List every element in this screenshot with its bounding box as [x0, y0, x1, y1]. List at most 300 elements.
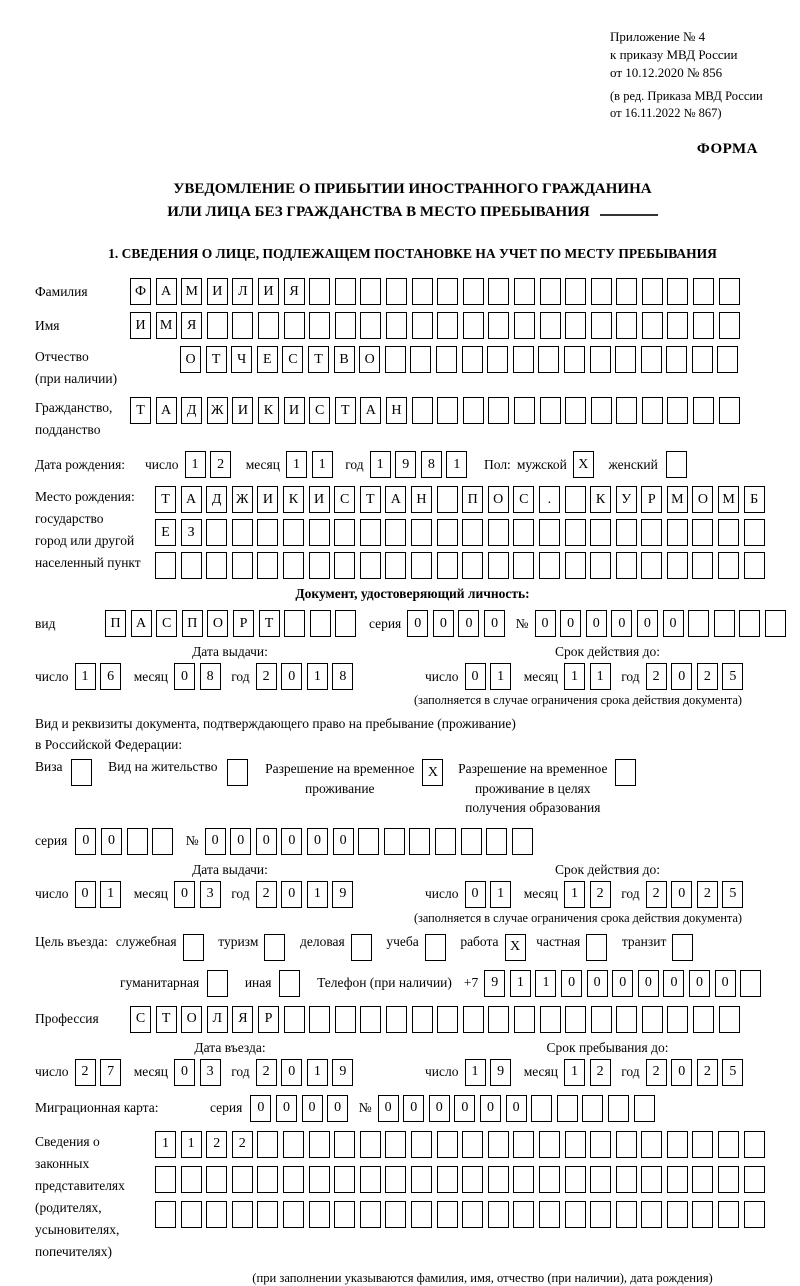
- char-box[interactable]: [714, 610, 735, 637]
- char-box[interactable]: 7: [100, 1059, 121, 1086]
- char-box[interactable]: [152, 828, 173, 855]
- char-box[interactable]: [284, 610, 305, 637]
- purpose-private-checkbox[interactable]: [586, 934, 612, 961]
- char-box[interactable]: О: [488, 486, 509, 513]
- char-box[interactable]: [540, 1006, 561, 1033]
- birth-place-boxes-row1[interactable]: [155, 486, 769, 513]
- char-box[interactable]: Е: [155, 519, 176, 546]
- char-box[interactable]: [488, 1166, 509, 1193]
- char-box[interactable]: [642, 312, 663, 339]
- char-box[interactable]: 0: [663, 970, 684, 997]
- char-box[interactable]: [666, 346, 687, 373]
- char-box[interactable]: 1: [564, 1059, 585, 1086]
- char-box[interactable]: [279, 970, 300, 997]
- doc-kind-boxes[interactable]: [105, 610, 361, 637]
- char-box[interactable]: 0: [561, 970, 582, 997]
- char-box[interactable]: [641, 1131, 662, 1158]
- char-box[interactable]: Ч: [231, 346, 252, 373]
- char-box[interactable]: 0: [307, 828, 328, 855]
- char-box[interactable]: 0: [506, 1095, 527, 1122]
- char-box[interactable]: 0: [281, 828, 302, 855]
- char-box[interactable]: [283, 552, 304, 579]
- char-box[interactable]: [688, 610, 709, 637]
- char-box[interactable]: [616, 1201, 637, 1228]
- char-box[interactable]: [513, 1166, 534, 1193]
- char-box[interactable]: С: [513, 486, 534, 513]
- char-box[interactable]: 2: [646, 663, 667, 690]
- char-box[interactable]: 0: [327, 1095, 348, 1122]
- char-box[interactable]: 0: [174, 881, 195, 908]
- char-box[interactable]: [437, 397, 458, 424]
- identity-expiry-month-boxes[interactable]: [564, 663, 615, 690]
- char-box[interactable]: [409, 828, 430, 855]
- char-box[interactable]: [539, 519, 560, 546]
- char-box[interactable]: [360, 1006, 381, 1033]
- char-box[interactable]: [257, 1201, 278, 1228]
- char-box[interactable]: Ф: [130, 278, 151, 305]
- char-box[interactable]: [335, 278, 356, 305]
- char-box[interactable]: [514, 312, 535, 339]
- char-box[interactable]: 0: [250, 1095, 271, 1122]
- birth-place-boxes-row3[interactable]: [155, 552, 769, 579]
- char-box[interactable]: М: [156, 312, 177, 339]
- char-box[interactable]: 0: [458, 610, 479, 637]
- char-box[interactable]: [540, 278, 561, 305]
- char-box[interactable]: [207, 312, 228, 339]
- char-box[interactable]: 1: [510, 970, 531, 997]
- char-box[interactable]: 1: [307, 1059, 328, 1086]
- residence-series-boxes[interactable]: [75, 828, 177, 855]
- char-box[interactable]: 9: [332, 1059, 353, 1086]
- char-box[interactable]: 0: [480, 1095, 501, 1122]
- char-box[interactable]: [411, 1131, 432, 1158]
- citizenship-boxes[interactable]: [130, 397, 744, 424]
- char-box[interactable]: [437, 1201, 458, 1228]
- char-box[interactable]: М: [667, 486, 688, 513]
- char-box[interactable]: [71, 759, 92, 786]
- char-box[interactable]: А: [156, 397, 177, 424]
- char-box[interactable]: 0: [587, 970, 608, 997]
- char-box[interactable]: 2: [256, 881, 277, 908]
- char-box[interactable]: [667, 1006, 688, 1033]
- char-box[interactable]: [257, 552, 278, 579]
- sex-male-checkbox[interactable]: [573, 451, 599, 478]
- char-box[interactable]: [718, 552, 739, 579]
- char-box[interactable]: [411, 1166, 432, 1193]
- char-box[interactable]: [692, 1131, 713, 1158]
- char-box[interactable]: [719, 278, 740, 305]
- char-box[interactable]: 9: [332, 881, 353, 908]
- char-box[interactable]: 1: [155, 1131, 176, 1158]
- char-box[interactable]: [642, 278, 663, 305]
- char-box[interactable]: [667, 519, 688, 546]
- char-box[interactable]: Т: [206, 346, 227, 373]
- char-box[interactable]: Т: [130, 397, 151, 424]
- char-box[interactable]: [335, 1006, 356, 1033]
- char-box[interactable]: [718, 1201, 739, 1228]
- char-box[interactable]: [667, 312, 688, 339]
- purpose-official-checkbox[interactable]: [183, 934, 209, 961]
- purpose-work-checkbox[interactable]: [505, 934, 531, 961]
- char-box[interactable]: [586, 934, 607, 961]
- char-box[interactable]: О: [180, 346, 201, 373]
- char-box[interactable]: [513, 346, 534, 373]
- char-box[interactable]: 0: [281, 881, 302, 908]
- char-box[interactable]: 8: [332, 663, 353, 690]
- char-box[interactable]: [283, 1201, 304, 1228]
- char-box[interactable]: [360, 278, 381, 305]
- char-box[interactable]: [565, 552, 586, 579]
- char-box[interactable]: [615, 759, 636, 786]
- char-box[interactable]: О: [359, 346, 380, 373]
- sex-female-checkbox[interactable]: [666, 451, 692, 478]
- char-box[interactable]: [283, 1131, 304, 1158]
- char-box[interactable]: 0: [433, 610, 454, 637]
- char-box[interactable]: [385, 1201, 406, 1228]
- char-box[interactable]: 0: [612, 970, 633, 997]
- char-box[interactable]: 9: [490, 1059, 511, 1086]
- char-box[interactable]: Б: [744, 486, 765, 513]
- char-box[interactable]: [666, 451, 687, 478]
- char-box[interactable]: А: [181, 486, 202, 513]
- char-box[interactable]: [591, 1006, 612, 1033]
- char-box[interactable]: [616, 1006, 637, 1033]
- char-box[interactable]: [740, 970, 761, 997]
- char-box[interactable]: [232, 552, 253, 579]
- char-box[interactable]: 1: [490, 881, 511, 908]
- char-box[interactable]: [616, 1166, 637, 1193]
- char-box[interactable]: [692, 1166, 713, 1193]
- char-box[interactable]: [564, 346, 585, 373]
- char-box[interactable]: [181, 1166, 202, 1193]
- char-box[interactable]: [486, 828, 507, 855]
- char-box[interactable]: [437, 486, 458, 513]
- char-box[interactable]: [232, 1166, 253, 1193]
- representatives-boxes-row3[interactable]: [155, 1201, 769, 1228]
- char-box[interactable]: 0: [465, 663, 486, 690]
- char-box[interactable]: 1: [370, 451, 391, 478]
- char-box[interactable]: [539, 1131, 560, 1158]
- char-box[interactable]: 1: [185, 451, 206, 478]
- char-box[interactable]: [386, 312, 407, 339]
- char-box[interactable]: 1: [446, 451, 467, 478]
- option-edu-residence-checkbox[interactable]: [615, 759, 641, 786]
- char-box[interactable]: Л: [232, 278, 253, 305]
- char-box[interactable]: [667, 1166, 688, 1193]
- char-box[interactable]: И: [309, 486, 330, 513]
- identity-issue-day-boxes[interactable]: [75, 663, 126, 690]
- char-box[interactable]: [692, 1201, 713, 1228]
- char-box[interactable]: [334, 1131, 355, 1158]
- char-box[interactable]: [616, 1131, 637, 1158]
- char-box[interactable]: С: [334, 486, 355, 513]
- char-box[interactable]: [257, 1166, 278, 1193]
- migration-series-boxes[interactable]: [250, 1095, 352, 1122]
- char-box[interactable]: Т: [156, 1006, 177, 1033]
- char-box[interactable]: [513, 519, 534, 546]
- char-box[interactable]: [565, 1201, 586, 1228]
- char-box[interactable]: [309, 312, 330, 339]
- char-box[interactable]: А: [131, 610, 152, 637]
- char-box[interactable]: .: [539, 486, 560, 513]
- char-box[interactable]: [264, 934, 285, 961]
- char-box[interactable]: [488, 1201, 509, 1228]
- char-box[interactable]: [565, 519, 586, 546]
- char-box[interactable]: 2: [256, 663, 277, 690]
- char-box[interactable]: [206, 1166, 227, 1193]
- char-box[interactable]: И: [257, 486, 278, 513]
- char-box[interactable]: [181, 552, 202, 579]
- char-box[interactable]: О: [207, 610, 228, 637]
- char-box[interactable]: О: [692, 486, 713, 513]
- char-box[interactable]: 1: [465, 1059, 486, 1086]
- char-box[interactable]: 1: [286, 451, 307, 478]
- char-box[interactable]: [539, 1166, 560, 1193]
- char-box[interactable]: Е: [257, 346, 278, 373]
- char-box[interactable]: 2: [697, 881, 718, 908]
- char-box[interactable]: [744, 1166, 765, 1193]
- char-box[interactable]: П: [462, 486, 483, 513]
- char-box[interactable]: [692, 346, 713, 373]
- char-box[interactable]: [739, 610, 760, 637]
- char-box[interactable]: [488, 552, 509, 579]
- char-box[interactable]: [412, 1006, 433, 1033]
- char-box[interactable]: [719, 1006, 740, 1033]
- char-box[interactable]: 0: [560, 610, 581, 637]
- char-box[interactable]: [437, 552, 458, 579]
- char-box[interactable]: [591, 278, 612, 305]
- char-box[interactable]: [616, 278, 637, 305]
- char-box[interactable]: [463, 312, 484, 339]
- char-box[interactable]: [641, 1166, 662, 1193]
- char-box[interactable]: У: [616, 486, 637, 513]
- char-box[interactable]: [539, 552, 560, 579]
- char-box[interactable]: [591, 312, 612, 339]
- char-box[interactable]: [384, 828, 405, 855]
- option-residence-permit-checkbox[interactable]: [227, 759, 253, 786]
- purpose-business-checkbox[interactable]: [351, 934, 377, 961]
- char-box[interactable]: [667, 278, 688, 305]
- char-box[interactable]: 3: [200, 881, 221, 908]
- stay-year-boxes[interactable]: [646, 1059, 748, 1086]
- migration-number-boxes[interactable]: [378, 1095, 660, 1122]
- char-box[interactable]: [744, 552, 765, 579]
- char-box[interactable]: [634, 1095, 655, 1122]
- char-box[interactable]: [672, 934, 693, 961]
- char-box[interactable]: 2: [210, 451, 231, 478]
- char-box[interactable]: 1: [100, 881, 121, 908]
- residence-expiry-year-boxes[interactable]: [646, 881, 748, 908]
- char-box[interactable]: К: [590, 486, 611, 513]
- char-box[interactable]: Р: [641, 486, 662, 513]
- char-box[interactable]: [437, 1131, 458, 1158]
- char-box[interactable]: [309, 552, 330, 579]
- char-box[interactable]: [744, 519, 765, 546]
- char-box[interactable]: 0: [429, 1095, 450, 1122]
- char-box[interactable]: [692, 519, 713, 546]
- char-box[interactable]: [410, 346, 431, 373]
- char-box[interactable]: [667, 397, 688, 424]
- char-box[interactable]: [565, 1166, 586, 1193]
- char-box[interactable]: М: [181, 278, 202, 305]
- char-box[interactable]: [744, 1131, 765, 1158]
- char-box[interactable]: [462, 346, 483, 373]
- char-box[interactable]: [181, 1201, 202, 1228]
- identity-expiry-year-boxes[interactable]: [646, 663, 748, 690]
- char-box[interactable]: 0: [407, 610, 428, 637]
- char-box[interactable]: [539, 1201, 560, 1228]
- char-box[interactable]: Я: [284, 278, 305, 305]
- char-box[interactable]: [334, 1201, 355, 1228]
- char-box[interactable]: [411, 519, 432, 546]
- residence-issue-year-boxes[interactable]: [256, 881, 358, 908]
- char-box[interactable]: [360, 1131, 381, 1158]
- char-box[interactable]: [462, 552, 483, 579]
- char-box[interactable]: [258, 312, 279, 339]
- char-box[interactable]: [719, 312, 740, 339]
- option-visa-checkbox[interactable]: [71, 759, 97, 786]
- char-box[interactable]: [488, 278, 509, 305]
- char-box[interactable]: 0: [689, 970, 710, 997]
- char-box[interactable]: [412, 397, 433, 424]
- char-box[interactable]: 5: [722, 881, 743, 908]
- char-box[interactable]: 1: [181, 1131, 202, 1158]
- char-box[interactable]: [183, 934, 204, 961]
- char-box[interactable]: П: [182, 610, 203, 637]
- char-box[interactable]: X: [573, 451, 594, 478]
- char-box[interactable]: [283, 1166, 304, 1193]
- entry-year-boxes[interactable]: [256, 1059, 358, 1086]
- char-box[interactable]: [463, 397, 484, 424]
- char-box[interactable]: [641, 346, 662, 373]
- char-box[interactable]: X: [505, 934, 526, 961]
- char-box[interactable]: И: [207, 278, 228, 305]
- option-temp-residence-checkbox[interactable]: [422, 759, 448, 786]
- char-box[interactable]: [437, 1166, 458, 1193]
- char-box[interactable]: 2: [646, 881, 667, 908]
- char-box[interactable]: [718, 519, 739, 546]
- char-box[interactable]: 1: [590, 663, 611, 690]
- char-box[interactable]: 0: [174, 663, 195, 690]
- residence-issue-day-boxes[interactable]: [75, 881, 126, 908]
- char-box[interactable]: [591, 397, 612, 424]
- char-box[interactable]: Ж: [207, 397, 228, 424]
- char-box[interactable]: [335, 312, 356, 339]
- char-box[interactable]: Ж: [232, 486, 253, 513]
- char-box[interactable]: 0: [281, 1059, 302, 1086]
- char-box[interactable]: [693, 278, 714, 305]
- char-box[interactable]: [360, 1201, 381, 1228]
- char-box[interactable]: [310, 610, 331, 637]
- char-box[interactable]: З: [181, 519, 202, 546]
- char-box[interactable]: 0: [230, 828, 251, 855]
- char-box[interactable]: Р: [258, 1006, 279, 1033]
- char-box[interactable]: [360, 519, 381, 546]
- char-box[interactable]: [744, 1201, 765, 1228]
- char-box[interactable]: [538, 346, 559, 373]
- char-box[interactable]: [360, 552, 381, 579]
- char-box[interactable]: [590, 552, 611, 579]
- char-box[interactable]: [487, 346, 508, 373]
- patronymic-boxes[interactable]: [180, 346, 743, 373]
- char-box[interactable]: [514, 278, 535, 305]
- identity-expiry-day-boxes[interactable]: [465, 663, 516, 690]
- birth-month-boxes[interactable]: [286, 451, 337, 478]
- char-box[interactable]: [358, 828, 379, 855]
- char-box[interactable]: 8: [421, 451, 442, 478]
- char-box[interactable]: К: [283, 486, 304, 513]
- name-boxes[interactable]: [130, 312, 744, 339]
- char-box[interactable]: 1: [307, 881, 328, 908]
- char-box[interactable]: 0: [611, 610, 632, 637]
- char-box[interactable]: [206, 552, 227, 579]
- char-box[interactable]: И: [232, 397, 253, 424]
- surname-boxes[interactable]: [130, 278, 744, 305]
- char-box[interactable]: 6: [100, 663, 121, 690]
- char-box[interactable]: 0: [663, 610, 684, 637]
- char-box[interactable]: Д: [206, 486, 227, 513]
- char-box[interactable]: И: [258, 278, 279, 305]
- char-box[interactable]: [437, 278, 458, 305]
- char-box[interactable]: [590, 519, 611, 546]
- char-box[interactable]: 0: [535, 610, 556, 637]
- char-box[interactable]: [412, 278, 433, 305]
- char-box[interactable]: [437, 519, 458, 546]
- char-box[interactable]: П: [105, 610, 126, 637]
- char-box[interactable]: [127, 828, 148, 855]
- char-box[interactable]: 0: [75, 881, 96, 908]
- char-box[interactable]: Н: [411, 486, 432, 513]
- char-box[interactable]: [667, 552, 688, 579]
- char-box[interactable]: 0: [333, 828, 354, 855]
- char-box[interactable]: А: [360, 397, 381, 424]
- char-box[interactable]: [512, 828, 533, 855]
- char-box[interactable]: [718, 1131, 739, 1158]
- char-box[interactable]: 2: [232, 1131, 253, 1158]
- purpose-transit-checkbox[interactable]: [672, 934, 698, 961]
- char-box[interactable]: [616, 519, 637, 546]
- char-box[interactable]: [719, 397, 740, 424]
- char-box[interactable]: [284, 312, 305, 339]
- char-box[interactable]: [207, 970, 228, 997]
- char-box[interactable]: [514, 397, 535, 424]
- char-box[interactable]: [667, 1201, 688, 1228]
- char-box[interactable]: [462, 519, 483, 546]
- purpose-tourism-checkbox[interactable]: [264, 934, 290, 961]
- char-box[interactable]: [565, 1006, 586, 1033]
- purpose-humanitarian-checkbox[interactable]: [207, 970, 233, 997]
- char-box[interactable]: 2: [646, 1059, 667, 1086]
- char-box[interactable]: [309, 1201, 330, 1228]
- char-box[interactable]: [309, 278, 330, 305]
- char-box[interactable]: [227, 759, 248, 786]
- char-box[interactable]: [386, 1006, 407, 1033]
- char-box[interactable]: [565, 312, 586, 339]
- char-box[interactable]: [693, 312, 714, 339]
- char-box[interactable]: [590, 1131, 611, 1158]
- char-box[interactable]: [616, 552, 637, 579]
- char-box[interactable]: 0: [101, 828, 122, 855]
- char-box[interactable]: 5: [722, 1059, 743, 1086]
- stay-month-boxes[interactable]: [564, 1059, 615, 1086]
- char-box[interactable]: [283, 519, 304, 546]
- char-box[interactable]: 0: [302, 1095, 323, 1122]
- birth-year-boxes[interactable]: [370, 451, 472, 478]
- char-box[interactable]: X: [422, 759, 443, 786]
- phone-boxes[interactable]: [484, 970, 766, 997]
- char-box[interactable]: О: [181, 1006, 202, 1033]
- char-box[interactable]: [462, 1201, 483, 1228]
